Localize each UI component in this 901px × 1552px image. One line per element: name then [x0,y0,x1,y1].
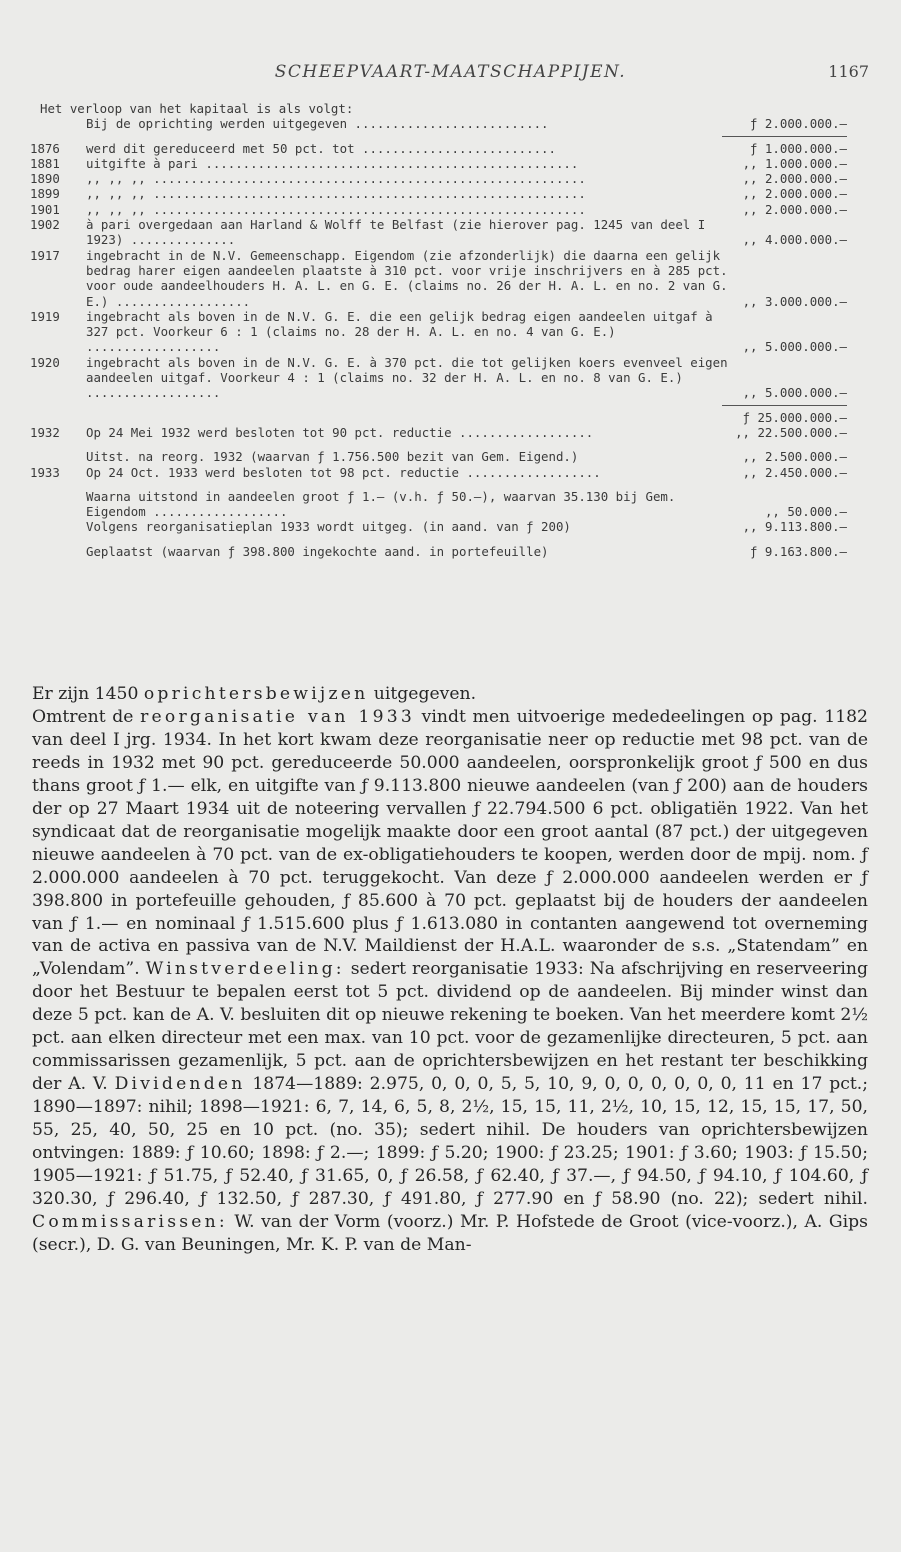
reorg-text-c: vindt men uitvoerige mededeelingen op pag. 1182 van deel I jrg. 1934. In het kort kwam deze reorganisatie neer op reductie met 98 pct. van de reeds in 1932 met 90 pct. gereduceerde 50.000 aandeelen, oorspronkelijk groot ƒ 500 en dus thans groot ƒ 1.— elk, en uitgifte van ƒ 9.113.800 nieuwe aandeelen (van ƒ 200) aan de houders der op 27 Maart 1934 uit de noteering vervallen ƒ 22.794.500 6 pct. obligatiën 1922. Van het syndicaat dat de reorganisatie mogelijk maakte door een groot aantal (87 pct.) der uitgegeven nieuwe aandeelen à 70 pct. van de ex-obligatiehouders te koopen, werden door de mpij. nom. ƒ 2.000.000 aandeelen à 70 pct. teruggekocht. Van deze ƒ 2.000.000 aandeelen werden er ƒ 398.800 in portefeuille gehouden, ƒ 85.600 à 70 pct. geplaatst bij de houders der aandeelen van ƒ 1.— en nominaal ƒ 1.515.600 plus ƒ 1.613.080 in contanten aangewend tot overneming van de activa en passiva van de N.V. Maildienst der H.A.L. waaronder de s.s. „Statendam” en „Volendam”. [32,706,868,980]
ledger-row [30,425,870,440]
ledger-description: Op 24 Mei 1932 werd besloten tot 90 pct. reductie .................. [86,424,594,440]
ledger-year: 1920 [30,354,60,370]
ledger-intro-text: Het verloop van het kapitaal is als volgt: [40,101,354,116]
ledger-group-total [30,410,870,441]
ledger-amount: ,, 5.000.000.— [742,385,847,401]
ledger-amount: ƒ 9.163.800.— [750,543,847,559]
ledger-year: 1932 [30,424,60,440]
ledger-row [30,544,870,559]
ledger-row [30,248,870,309]
commissarissen-text: W. van der Vorm (voorz.) Mr. P. Hofstede de Groot (vice-voorz.), A. Gips (secr.), D. G. van Beuningen, Mr. K. P. van de Man- [32,1211,868,1255]
ledger-group-outstanding [30,489,870,535]
ledger-amount: ƒ 1.000.000.— [750,140,847,156]
ledger-row [30,355,870,401]
page-header [0,62,901,88]
ledger-description: à pari overgedaan aan Harland & Wolff te Belfast (zie hierover pag. 1245 van deel I 1923) .............. [86,217,706,248]
ledger-row [30,489,870,520]
ledger-description: Geplaatst (waarvan ƒ 398.800 ingekochte aand. in portefeuille) [86,543,549,559]
paragraph-reorganisatie [32,706,868,1257]
ledger-intro [30,101,870,116]
ledger-year: 1899 [30,186,60,202]
running-title: SCHEEPVAART-MAATSCHAPPIJEN. [274,62,627,82]
reorg-text-a: Omtrent de [32,706,141,727]
capital-history-ledger [30,101,870,559]
page-number: 1167 [828,62,869,81]
ledger-year: 1890 [30,171,60,187]
ledger-row [30,156,870,171]
ledger-year: 1902 [30,217,60,233]
winstverdeeling-keyword: Winstverdeeling: [145,959,345,980]
ledger-description: Op 24 Oct. 1933 werd besloten tot 98 pct. reductie .................. [86,464,601,480]
ledger-row [30,186,870,201]
ledger-year: 1933 [30,464,60,480]
ledger-year: 1881 [30,155,60,171]
ledger-year: 1901 [30,201,60,217]
ledger-description: ,, ,, ,, .......................................................... [86,171,586,187]
ledger-row [30,449,870,464]
body-text [32,683,868,1257]
ledger-description: ,, ,, ,, .......................................................... [86,186,586,202]
ledger-description: Uitst. na reorg. 1932 (waarvan ƒ 1.756.500 bezit van Gem. Eigend.) [86,449,579,465]
ledger-row [30,171,870,186]
ledger-amount: ,, 2.450.000.— [742,464,847,480]
ledger-group-reorg [30,449,870,480]
ledger-amount: ,, 2.000.000.— [742,186,847,202]
ledger-row [30,519,870,534]
ledger-amount: ,, 5.000.000.— [742,339,847,355]
ledger-amount: ,, 2.000.000.— [742,171,847,187]
paragraph-oprichtersbewijzen [32,683,868,706]
ledger-amount: ,, 2.500.000.— [742,449,847,465]
dividenden-keyword: Dividenden [114,1074,246,1095]
ledger-group-issues [30,141,870,401]
ledger-description: uitgifte à pari .................................................. [86,155,579,171]
oprichters-keyword: oprichtersbewijzen [143,684,369,704]
ledger-amount: ,, 1.000.000.— [742,155,847,171]
amount-divider [722,405,847,406]
ledger-row [30,202,870,217]
ledger-amount: ƒ 25.000.000.— [742,409,847,425]
ledger-row [30,309,870,355]
ledger-amount: ,, 2.000.000.— [742,201,847,217]
ledger-description: Waarna uitstond in aandeelen groot ƒ 1.— (v.h. ƒ 50.—), waarvan 35.130 bij Gem. Eigendom .................. [86,488,676,520]
commissarissen-keyword: Commissarissen: [32,1211,228,1232]
ledger-description: ingebracht als boven in de N.V. G. E. à 370 pct. die tot gelijken koers evenveel eigen aandeelen uitgaf. Voorkeur 4 : 1 (claims no. 32 der H. A. L. en no. 8 van G. E.) .................. [86,354,728,401]
ledger-description: ,, ,, ,, .......................................................... [86,201,586,217]
ledger-amount: ,, 50.000.— [764,504,847,520]
amount-divider [722,136,847,137]
dividenden-text: 1874—1889: 2.975, 0, 0, 0, 5, 5, 10, 9, 0, 0, 0, 0, 0, 0, 11 en 17 pct.; 1890—1897: nihil; 1898—1921: 6, 7, 14, 6, 5, 8, 2½, 15, 15, 11, 2½, 10, 15, 12, 15, 15, 17, 50, 55, 25, 40, 50, 25 en 10 pct. (no. 35); sedert nihil. De houders van oprichtersbewijzen ontvingen: 1889: ƒ 10.60; 1898: ƒ 2.—; 1899: ƒ 5.20; 1900: ƒ 23.25; 1901: ƒ 3.60; 1903: ƒ 15.50; 1905—1921: ƒ 51.75, ƒ 52.40, ƒ 31.65, 0, ƒ 26.58, ƒ 62.40, ƒ 37.—, ƒ 94.50, ƒ 94.10, ƒ 104.60, ƒ 320.30, ƒ 296.40, ƒ 132.50, ƒ 287.30, ƒ 491.80, ƒ 277.90 en ƒ 58.90 (no. 22); sedert nihil. [32,1074,868,1209]
ledger-group-founding [30,116,870,131]
ledger-group-placed [30,544,870,559]
ledger-amount: ,, 3.000.000.— [742,293,847,309]
ledger-row [30,217,870,248]
ledger-year: 1919 [30,308,60,324]
oprichters-text-a: Er zijn 1450 [32,684,144,704]
ledger-description: Bij de oprichting werden uitgegeven .......................... [86,116,549,132]
ledger-year: 1917 [30,247,60,263]
ledger-amount: ,, 22.500.000.— [735,424,847,440]
ledger-row [30,141,870,156]
ledger-row [30,465,870,480]
ledger-description: werd dit gereduceerd met 50 pct. tot .......................... [86,140,556,156]
ledger-year: 1876 [30,140,60,156]
ledger-amount: ƒ 2.000.000.— [750,116,847,132]
winstverdeeling-text: sedert reorganisatie 1933: Na afschrijving en reserveering door het Bestuur te bepalen eerst tot 5 pct. dividend op de aandeelen. Bij minder winst dan deze 5 pct. kan de A. V. besluiten dit op nieuwe rekening te boeken. Van het meerdere komt 2½ pct. aan elken directeur met een max. van 10 pct. voor de gezamenlijke directeuren, 5 pct. aan commissarissen gezamenlijk, 5 pct. aan de oprichtersbewijzen en het restant ter beschikking der A. V. [32,959,868,1095]
ledger-description: ingebracht als boven in de N.V. G. E. die een gelijk bedrag eigen aandeelen uitgaf à 327 pct. Voorkeur 6 : 1 (claims no. 28 der H. A. L. en no. 4 van G. E.) .................. [86,308,713,355]
reorg-keyword: reorganisatie van 1933 [140,706,416,727]
ledger-description: Volgens reorganisatieplan 1933 wordt uitgeg. (in aand. van ƒ 200) [86,519,571,535]
ledger-row [30,116,870,131]
oprichters-text-c: uitgegeven. [368,684,477,704]
ledger-description: ingebracht in de N.V. Gemeenschapp. Eigendom (zie afzonderlijk) die daarna een gelijk bedrag harer eigen aandeelen plaatste à 310 pct. voor vrije inschrijvers en à 285 pct. voor oude aandeelhouders H. A. L. en G. E. (claims no. 26 der H. A. L. en no. 2 van G. E.) .................. [86,247,728,309]
ledger-amount: ,, 9.113.800.— [742,519,847,535]
ledger-row [30,410,870,425]
ledger-amount: ,, 4.000.000.— [742,232,847,248]
